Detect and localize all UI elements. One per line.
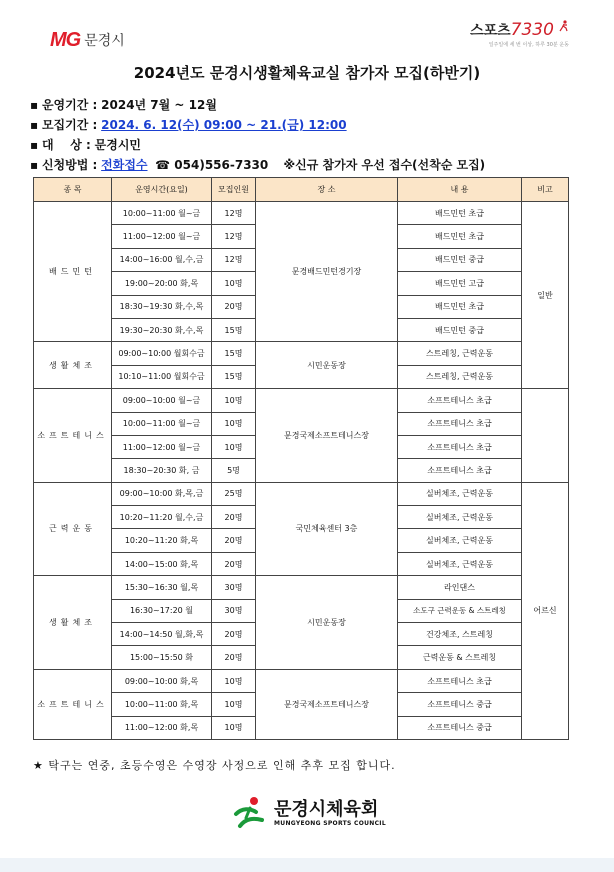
count-cell: 30명 [212,576,256,599]
content-cell: 배드민턴 중급 [398,318,522,341]
table-row [34,389,569,412]
content-cell: 소프트테니스 초급 [398,412,522,435]
recruit-label: 모집기간 : [41,118,98,132]
count-cell: 20명 [212,529,256,552]
count-cell: 10명 [212,669,256,692]
count-cell: 12명 [212,248,256,271]
recruit-row [30,115,485,135]
sport-cell: 생활체조 [34,576,112,670]
time-cell: 10:10~11:00 월회수금 [112,365,212,388]
count-cell: 10명 [212,389,256,412]
count-cell: 30명 [212,599,256,622]
time-cell: 11:00~12:00 화,목 [112,716,212,739]
header-count: 모집인원 [212,178,256,202]
count-cell: 5명 [212,459,256,482]
content-cell: 소프트테니스 초급 [398,459,522,482]
method-value: 전화접수 [101,158,148,172]
sport-cell: 근력운동 [34,482,112,576]
count-cell: 15명 [212,365,256,388]
sport-cell: 소프트테니스 [34,669,112,739]
program-table [33,177,569,740]
venue-cell: 문경국제소프트테니스장 [256,669,398,739]
footnote: ★ 탁구는 연중, 초등수영은 수영장 사정으로 인해 추후 모집 합니다. [33,759,396,772]
target-value: 문경시민 [94,138,142,152]
time-cell: 10:20~11:20 월,수,금 [112,506,212,529]
content-cell: 실버체조, 근력운동 [398,552,522,575]
venue-cell: 시민운동장 [256,576,398,670]
time-cell: 11:00~12:00 월~금 [112,435,212,458]
count-cell: 10명 [212,716,256,739]
sports-logo-slogan: 일주일에 세 번 이상, 하루 30분 운동 [488,42,569,48]
count-cell: 10명 [212,412,256,435]
sports-logo-text: 스포츠 [470,23,511,39]
bullet-icon: ▪ [30,158,42,172]
venue-cell: 문경배드민턴경기장 [256,202,398,342]
content-cell: 소프트테니스 초급 [398,389,522,412]
venue-cell: 문경국제소프트테니스장 [256,389,398,483]
content-cell: 스트레칭, 근력운동 [398,365,522,388]
header-sport: 종 목 [34,178,112,202]
time-cell: 14:00~15:00 화,목 [112,552,212,575]
content-cell: 실버체조, 근력운동 [398,529,522,552]
content-cell: 실버체조, 근력운동 [398,506,522,529]
sport-cell: 배드민턴 [34,202,112,342]
sport-cell: 소프트테니스 [34,389,112,483]
time-cell: 09:00~10:00 월회수금 [112,342,212,365]
content-cell: 스트레칭, 근력운동 [398,342,522,365]
period-label: 운영기간 : [41,98,98,112]
bullet-icon: ▪ [30,138,42,152]
content-cell: 근력운동 & 스트레칭 [398,646,522,669]
time-cell: 10:00~11:00 월~금 [112,412,212,435]
time-cell: 10:20~11:20 화,목 [112,529,212,552]
header-content: 내 용 [398,178,522,202]
time-cell: 19:00~20:00 화,목 [112,272,212,295]
time-cell: 11:00~12:00 월~금 [112,225,212,248]
header-venue: 장 소 [256,178,398,202]
count-cell: 20명 [212,552,256,575]
note-cell: 어르신 [522,482,569,739]
mg-logo-mark: MG [50,28,81,51]
method-row [30,155,485,175]
recruit-value: 2024. 6. 12(수) 09:00 ~ 21.(금) 12:00 [101,118,347,132]
target-label: 대 상 : [41,138,91,152]
note-cell-empty [522,389,569,483]
time-cell: 15:30~16:30 월,목 [112,576,212,599]
table-row [34,669,569,692]
table-header-row [34,178,569,202]
count-cell: 20명 [212,623,256,646]
time-cell: 19:30~20:30 화,수,목 [112,318,212,341]
time-cell: 09:00~10:00 화,목,금 [112,482,212,505]
content-cell: 소프트테니스 중급 [398,716,522,739]
phone-number: ☎ 054)556-7330 [155,158,269,172]
sports-council-name-en: MUNGYEONG SPORTS COUNCIL [274,819,386,827]
count-cell: 25명 [212,482,256,505]
sports-council-logo [232,796,386,830]
content-cell: 실버체조, 근력운동 [398,482,522,505]
sports-council-name: 문경시체육회 [274,798,379,820]
venue-cell: 시민운동장 [256,342,398,389]
content-cell: 배드민턴 초급 [398,295,522,318]
runner-icon [559,20,569,32]
content-cell: 소프트테니스 초급 [398,435,522,458]
header-time: 운영시간(요일) [112,178,212,202]
method-label: 신청방법 : [41,158,98,172]
table-row [34,482,569,505]
count-cell: 10명 [212,435,256,458]
table-row [34,342,569,365]
time-cell: 09:00~10:00 월~금 [112,389,212,412]
count-cell: 20명 [212,506,256,529]
time-cell: 18:30~19:30 화,수,목 [112,295,212,318]
content-cell: 소프트테니스 초급 [398,669,522,692]
bullet-icon: ▪ [30,118,42,132]
mungyeong-city-logo [50,28,125,52]
content-cell: 라인댄스 [398,576,522,599]
header-note: 비고 [522,178,569,202]
time-cell: 09:00~10:00 화,목 [112,669,212,692]
bottom-band [0,858,614,872]
recruit-info [30,95,485,175]
page-title: 2024년도 문경시생활체육교실 참가자 모집(하반기) [133,64,481,82]
sport-cell: 생활체조 [34,342,112,389]
content-cell: 배드민턴 고급 [398,272,522,295]
content-cell: 배드민턴 중급 [398,248,522,271]
time-cell: 18:30~20:30 화, 금 [112,459,212,482]
count-cell: 10명 [212,272,256,295]
count-cell: 12명 [212,202,256,225]
time-cell: 10:00~11:00 화,목 [112,693,212,716]
count-cell: 20명 [212,646,256,669]
sports-council-emblem-icon [232,796,268,830]
count-cell: 10명 [212,693,256,716]
table-row [34,202,569,225]
content-cell: 건강체조, 스트레칭 [398,623,522,646]
time-cell: 15:00~15:50 화 [112,646,212,669]
time-cell: 16:30~17:20 월 [112,599,212,622]
venue-cell: 국민체육센터 3층 [256,482,398,576]
time-cell: 10:00~11:00 월~금 [112,202,212,225]
period-value: 2024년 7월 ~ 12월 [101,98,217,112]
count-cell: 15명 [212,342,256,365]
bullet-icon: ▪ [30,98,42,112]
time-cell: 14:00~14:50 월,화,목 [112,623,212,646]
content-cell: 배드민턴 초급 [398,202,522,225]
sports-7330-logo [470,20,569,48]
target-row [30,135,485,155]
content-cell: 소프트테니스 중급 [398,693,522,716]
count-cell: 15명 [212,318,256,341]
count-cell: 12명 [212,225,256,248]
table-row [34,576,569,599]
mg-logo-text: 문경시 [84,33,125,49]
new-applicant-notice: ※신규 참가자 우선 접수(선착순 모집) [283,158,486,172]
content-cell: 배드민턴 초급 [398,225,522,248]
note-cell: 일반 [522,202,569,389]
period-row [30,95,485,115]
time-cell: 14:00~16:00 월,수,금 [112,248,212,271]
content-cell: 소도구 근력운동 & 스트레칭 [398,599,522,622]
sports-logo-number: 7330 [510,20,554,40]
count-cell: 20명 [212,295,256,318]
